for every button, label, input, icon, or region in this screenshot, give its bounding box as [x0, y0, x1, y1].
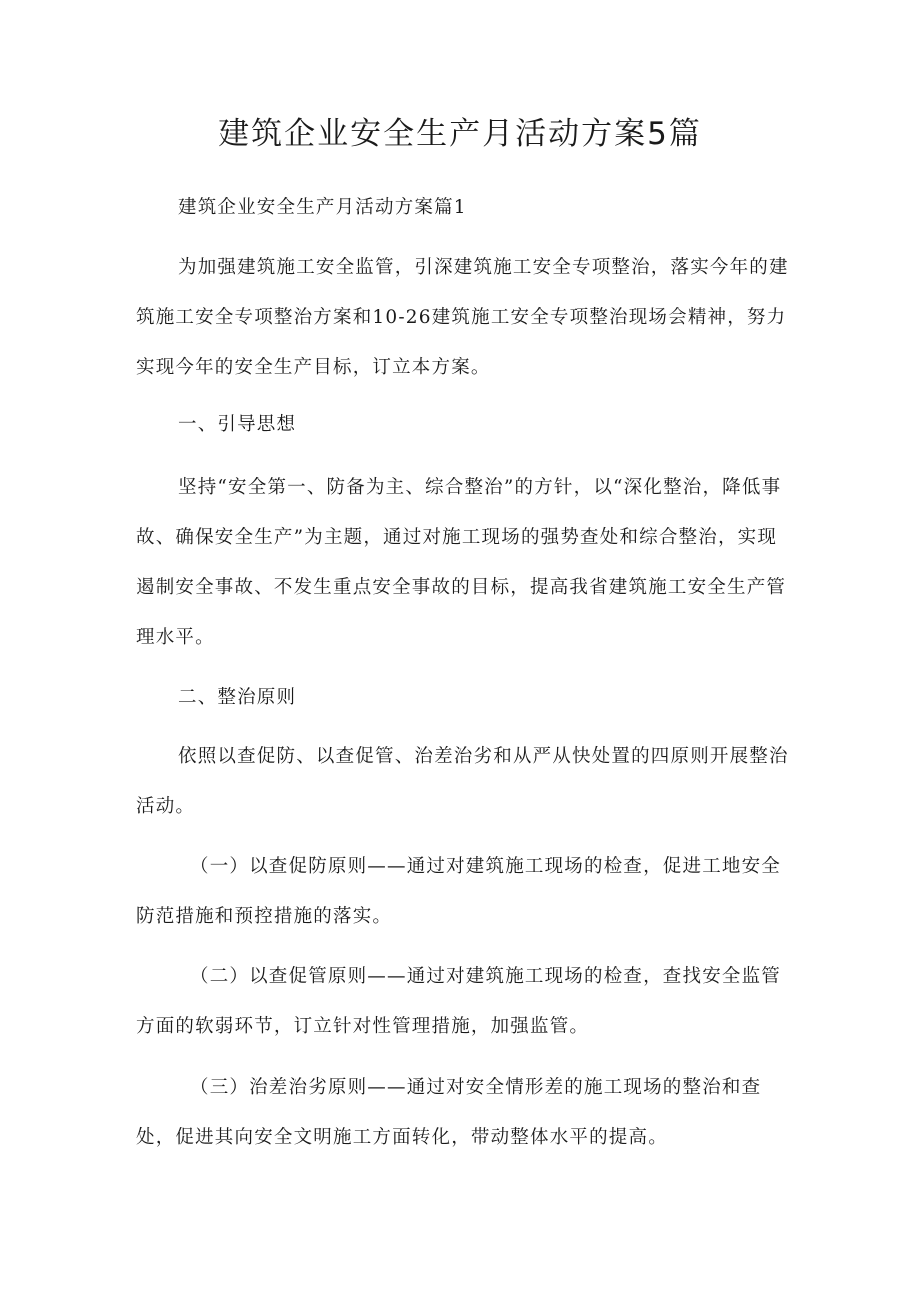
intro-paragraph: 为加强建筑施工安全监管，引深建筑施工安全专项整治，落实今年的建筑施工安全专项整治方案和10-26建筑施工安全专项整治现场会精神，努力实现今年的安全生产目标，订立本方案。 — [136, 257, 789, 378]
document-subtitle: 建筑企业安全生产月活动方案篇1 — [178, 197, 467, 218]
document-title: 建筑企业安全生产月活动方案5篇 — [218, 116, 702, 152]
principle-item-3: （三）治差治劣原则——通过对安全情形差的施工现场的整治和查处，促进其向安全文明施工方面转化，带动整体水平的提高。 — [136, 1077, 762, 1148]
section-heading-principles: 二、整治原则 — [178, 687, 297, 708]
section-heading-guiding-thought: 一、引导思想 — [178, 414, 297, 435]
guiding-thought-paragraph: 坚持“安全第一、防备为主、综合整治”的方针，以“深化整治，降低事故、确保安全生产”为主题，通过对施工现场的强势查处和综合整治，实现遏制安全事故、不发生重点安全事故的目标，提高我省建筑施工安全生产管理水平。 — [136, 477, 787, 648]
principles-paragraph: 依照以查促防、以查促管、治差治劣和从严从快处置的四原则开展整治活动。 — [136, 746, 789, 817]
principle-item-2: （二）以查促管原则——通过对建筑施工现场的检查，查找安全监管方面的软弱环节，订立针对性管理措施，加强监管。 — [136, 966, 782, 1037]
principle-item-1: （一）以查促防原则——通过对建筑施工现场的检查，促进工地安全防范措施和预控措施的落实。 — [136, 856, 782, 927]
